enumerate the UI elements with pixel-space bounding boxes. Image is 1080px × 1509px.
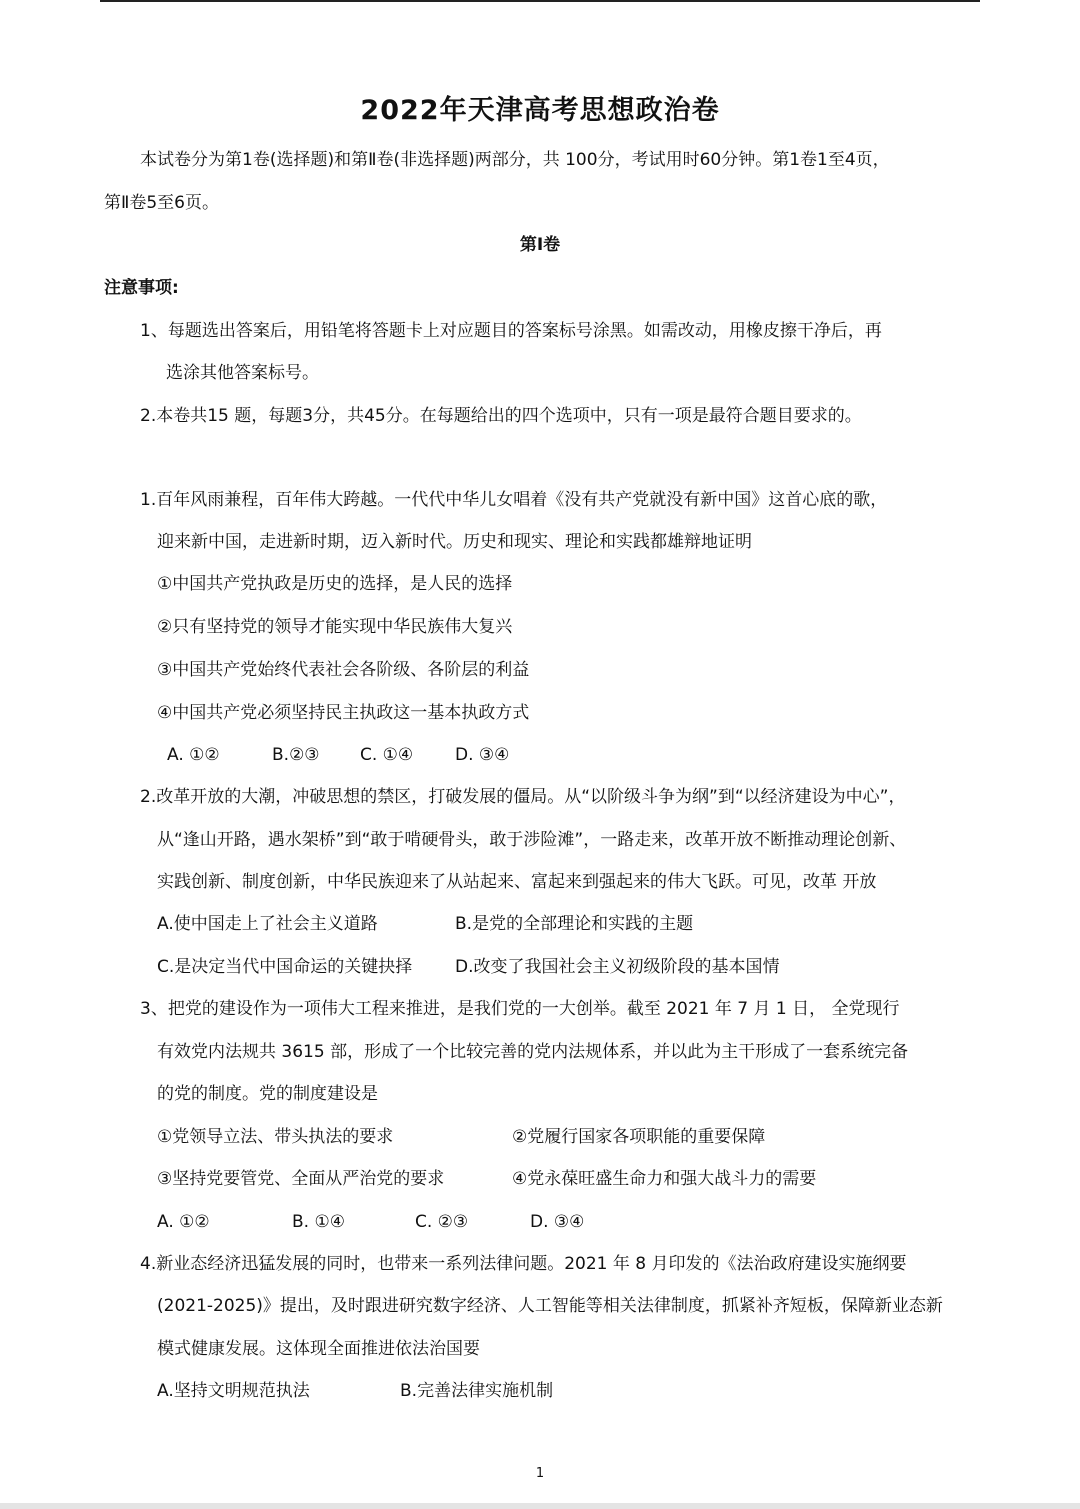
- q1-statement-3: ③中国共产党始终代表社会各阶级、各阶层的利益: [157, 660, 530, 680]
- note-1-continued: 选涂其他答案标号。: [166, 363, 319, 383]
- q1-statement-2: ②只有坚持党的领导才能实现中华民族伟大复兴: [157, 617, 513, 637]
- q2-option-a: A.使中国走上了社会主义道路: [157, 914, 378, 934]
- q2-stem-line-2: 从“逢山开路，遇水架桥”到“敢于啃硬骨头，敢于涉险滩”，一路走来，改革开放不断推动理论创新、: [157, 830, 907, 850]
- q3-option-d: D. ③④: [530, 1212, 585, 1232]
- q1-option-d: D. ③④: [455, 745, 510, 765]
- q3-option-b: B. ①④: [292, 1212, 345, 1232]
- top-rule: [100, 0, 980, 2]
- q1-stem-line-2: 迎来新中国，走进新时期，迈入新时代。历史和现实、理论和实践都雄辩地证明: [157, 532, 752, 552]
- q4-option-b: B.完善法律实施机制: [400, 1381, 554, 1401]
- note-1: 1、每题选出答案后，用铅笔将答题卡上对应题目的答案标号涂黑。如需改动，用橡皮擦干净后，再: [140, 321, 882, 341]
- note-2: 2.本卷共15 题，每题3分，共45分。在每题给出的四个选项中，只有一项是最符合题目要求的。: [140, 406, 862, 426]
- q4-stem-line-1: 4.新业态经济迅猛发展的同时，也带来一系列法律问题。2021 年 8 月印发的《法治政府建设实施纲要: [140, 1254, 907, 1274]
- q3-stem-line-2: 有效党内法规共 3615 部，形成了一个比较完善的党内法规体系，并以此为主干形成了一套系统完备: [157, 1042, 909, 1062]
- q3-statement-4: ④党永葆旺盛生命力和强大战斗力的需要: [512, 1169, 817, 1189]
- page-title: 2022年天津高考思想政治卷: [360, 95, 720, 126]
- intro-line-2: 第Ⅱ卷5至6页。: [104, 193, 219, 213]
- q2-stem-line-3: 实践创新、制度创新，中华民族迎来了从站起来、富起来到强起来的伟大飞跃。可见，改革 开放: [157, 872, 877, 892]
- q3-statement-1: ①党领导立法、带头执法的要求: [157, 1127, 394, 1147]
- q3-option-a: A. ①②: [157, 1212, 210, 1232]
- q1-option-c: C. ①④: [360, 745, 414, 765]
- q1-option-b: B.②③: [272, 745, 320, 765]
- notes-heading: 注意事项:: [104, 278, 179, 298]
- page-number: 1: [535, 1466, 545, 1481]
- q1-statement-4: ④中国共产党必须坚持民主执政这一基本执政方式: [157, 703, 530, 723]
- q3-statement-3: ③坚持党要管党、全面从严治党的要求: [157, 1169, 445, 1189]
- section-title: 第Ⅰ卷: [519, 235, 561, 255]
- q3-option-c: C. ②③: [415, 1212, 469, 1232]
- q1-stem-line-1: 1.百年风雨兼程，百年伟大跨越。一代代中华儿女唱着《没有共产党就没有新中国》这首心底的歌，: [140, 490, 888, 510]
- q3-stem-line-1: 3、把党的建设作为一项伟大工程来推进，是我们党的一大创举。截至 2021 年 7 月 1 日， 全党现行: [140, 999, 900, 1019]
- q2-option-d: D.改变了我国社会主义初级阶段的基本国情: [455, 957, 780, 977]
- q1-option-a: A. ①②: [167, 745, 220, 765]
- bottom-bar: [0, 1503, 1080, 1509]
- q1-statement-1: ①中国共产党执政是历史的选择，是人民的选择: [157, 574, 513, 594]
- q3-statement-2: ②党履行国家各项职能的重要保障: [512, 1127, 766, 1147]
- q3-stem-line-3: 的党的制度。党的制度建设是: [157, 1084, 378, 1104]
- q2-stem-line-1: 2.改革开放的大潮，冲破思想的禁区，打破发展的僵局。从“以阶级斗争为纲”到“以经济建设为中心”，: [140, 787, 906, 807]
- q4-stem-line-3: 模式健康发展。这体现全面推进依法治国要: [157, 1339, 480, 1359]
- q2-option-b: B.是党的全部理论和实践的主题: [455, 914, 694, 934]
- q4-option-a: A.坚持文明规范执法: [157, 1381, 310, 1401]
- q4-stem-line-2: (2021-2025)》提出，及时跟进研究数字经济、人工智能等相关法律制度，抓紧补齐短板，保障新业态新: [157, 1296, 943, 1316]
- q2-option-c: C.是决定当代中国命运的关键抉择: [157, 957, 413, 977]
- intro-line-1: 本试卷分为第1卷(选择题)和第Ⅱ卷(非选择题)两部分，共 100分，考试用时60分钟。第1卷1至4页，: [140, 150, 890, 170]
